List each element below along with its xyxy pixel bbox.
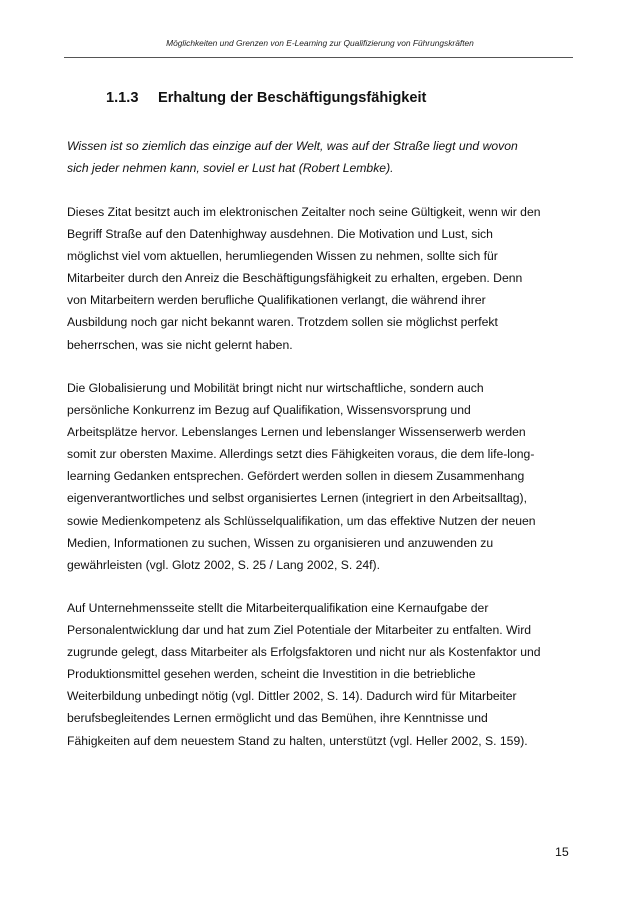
epigraph-quote bbox=[67, 135, 587, 179]
text-line: von Mitarbeitern werden berufliche Qualifikationen verlangt, die während ihrer bbox=[67, 293, 486, 308]
paragraph-2 bbox=[67, 377, 587, 576]
paragraph-1 bbox=[67, 201, 587, 356]
text-line: Die Globalisierung und Mobilität bringt nicht nur wirtschaftliche, sondern auch bbox=[67, 381, 484, 395]
text-line: Begriff Straße auf den Datenhighway ausdehnen. Die Motivation und Lust, sich bbox=[67, 227, 493, 242]
running-header: Möglichkeiten und Grenzen von E-Learning zur Qualifizierung von Führungskräften bbox=[166, 38, 474, 48]
text-line: sowie Medienkompetenz als Schlüsselqualifikation, um das effektive Nutzen der neuen bbox=[67, 513, 536, 528]
section-heading bbox=[106, 90, 426, 106]
section-number: 1.1.3 bbox=[106, 90, 139, 106]
section-title: Erhaltung der Beschäftigungsfähigkeit bbox=[158, 90, 427, 106]
text-line: learning Gedanken entsprechen. Gefördert werden sollen in diesem Zusammenhang bbox=[67, 469, 525, 484]
text-line: somit zur obersten Maxime. Allerdings setzt dies Fähigkeiten voraus, die dem life-long- bbox=[67, 447, 535, 462]
text-line: Dieses Zitat besitzt auch im elektronischen Zeitalter noch seine Gültigkeit, wenn wir den bbox=[67, 205, 541, 219]
text-line: Arbeitsplätze hervor. Lebenslanges Lernen und lebenslanger Wissenserwerb werden bbox=[67, 425, 526, 440]
text-line: Medien, Informationen zu suchen, Wissen zu organisieren und anzuwenden zu bbox=[67, 535, 494, 550]
paragraph-3 bbox=[67, 597, 587, 752]
text-line: Personalentwicklung dar und hat zum Ziel Potentiale der Mitarbeiter zu entfalten. Wird bbox=[67, 623, 532, 638]
text-line: eigenverantwortliches und selbst organisiertes Lernen (integriert in den Arbeitsalltag), bbox=[67, 491, 527, 506]
text-line: persönliche Konkurrenz im Bezug auf Qualifikation, Wissensvorsprung und bbox=[67, 403, 471, 418]
text-line: berufsbegleitendes Lernen ermöglicht und das Bemühen, ihre Kenntnisse und bbox=[67, 711, 488, 726]
text-line: Auf Unternehmensseite stellt die Mitarbeiterqualifikation eine Kernaufgabe der bbox=[67, 601, 489, 615]
page-number: 15 bbox=[555, 845, 569, 859]
text-line: Fähigkeiten auf dem neuestem Stand zu halten, unterstützt (vgl. Heller 2002, S. 159). bbox=[67, 733, 528, 748]
quote-line: sich jeder nehmen kann, soviel er Lust hat (Robert Lembke). bbox=[67, 161, 394, 176]
text-line: Produktionsmittel gesehen werden, scheint die Investition in die betriebliche bbox=[67, 667, 476, 682]
header-rule bbox=[64, 57, 573, 58]
text-line: Weiterbildung unbedingt nötig (vgl. Dittler 2002, S. 14). Dadurch wird für Mitarbeiter bbox=[67, 689, 517, 704]
text-line: Ausbildung noch gar nicht bekannt waren. Trotzdem sollen sie möglichst perfekt bbox=[67, 315, 498, 330]
text-line: Mitarbeiter durch den Anreiz die Beschäftigungsfähigkeit zu erhalten, ergeben. Denn bbox=[67, 271, 523, 286]
quote-line: Wissen ist so ziemlich das einzige auf der Welt, was auf der Straße liegt und wovon bbox=[67, 139, 518, 153]
text-line: möglichst viel vom aktuellen, herumliegenden Wissen zu nehmen, sollte sich für bbox=[67, 249, 498, 264]
text-line: gewährleisten (vgl. Glotz 2002, S. 25 / Lang 2002, S. 24f). bbox=[67, 557, 381, 572]
text-line: beherrschen, was sie nicht gelernt haben. bbox=[67, 337, 293, 352]
text-line: zugrunde gelegt, dass Mitarbeiter als Erfolgsfaktoren und nicht nur als Kostenfaktor und bbox=[67, 645, 541, 660]
